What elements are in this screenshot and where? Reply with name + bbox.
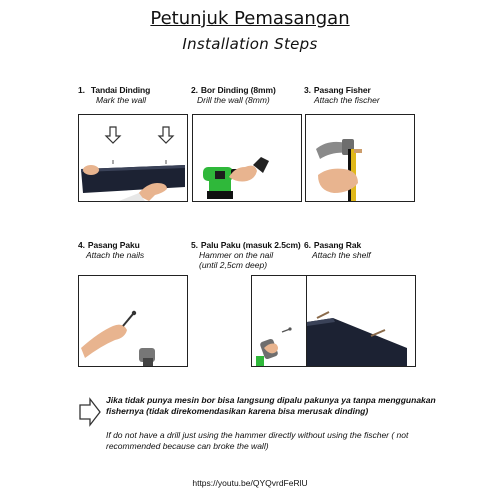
step-label: Pasang Paku [87, 240, 140, 250]
page-title: Petunjuk Pemasangan [150, 8, 350, 29]
step-label: Pasang Fisher [313, 85, 371, 95]
step-translation: Mark the wall [96, 95, 147, 105]
shelf-board [307, 318, 407, 366]
step-4-image [78, 275, 188, 367]
step-translation-note: (until 2,5cm deep) [199, 260, 268, 270]
right-arrow-icon [78, 397, 102, 427]
step-6-image [306, 275, 416, 367]
page-subtitle: Installation Steps [182, 35, 318, 53]
step-translation: Hammer on the nail [199, 250, 274, 260]
step-number: 4. [78, 240, 85, 250]
step-3-caption [304, 85, 380, 105]
hand [229, 166, 257, 182]
note-indonesian: Jika tidak punya mesin bor bisa langsung dipalu pakunya ya tanpa menggunakan fishernya (tidak direkomendasikan karena bisa merusak dinding) [106, 395, 436, 416]
step-label: Bor Dinding (8mm) [200, 85, 276, 95]
arm [81, 325, 127, 358]
step-translation: Attach the shelf [312, 250, 371, 260]
step-label: Palu Paku (masuk 2.5cm) [200, 240, 301, 250]
down-arrow-icon [106, 127, 173, 143]
step-2-caption [191, 85, 276, 105]
step-label: Pasang Rak [313, 240, 362, 250]
step-number: 1. [78, 85, 85, 95]
step-number: 3. [304, 85, 311, 95]
hand-left [83, 165, 99, 175]
nail [123, 314, 133, 326]
step-number: 6. [304, 240, 311, 250]
wall-plug [354, 149, 362, 153]
step-5-caption [191, 240, 301, 270]
note-english: If do not have a drill just using the hammer directly without using the fischer ( not recommended because can broke the wall) [106, 430, 409, 451]
step-6-caption [304, 240, 371, 260]
step-label: Tandai Dinding [90, 85, 151, 95]
step-number: 5. [191, 240, 198, 250]
video-link[interactable]: https://youtu.be/QYQvrdFeRlU [192, 478, 308, 488]
step-translation: Drill the wall (8mm) [197, 95, 270, 105]
step-4-caption [78, 240, 144, 260]
step-1-image [78, 114, 188, 202]
warning-note [78, 395, 442, 458]
instruction-sheet [58, 0, 442, 500]
step-3-image [305, 114, 415, 202]
step-translation: Attach the fischer [314, 95, 380, 105]
step-number: 2. [191, 85, 198, 95]
step-1-caption [78, 85, 150, 105]
step-2-image [192, 114, 302, 202]
step-translation: Attach the nails [86, 250, 145, 260]
